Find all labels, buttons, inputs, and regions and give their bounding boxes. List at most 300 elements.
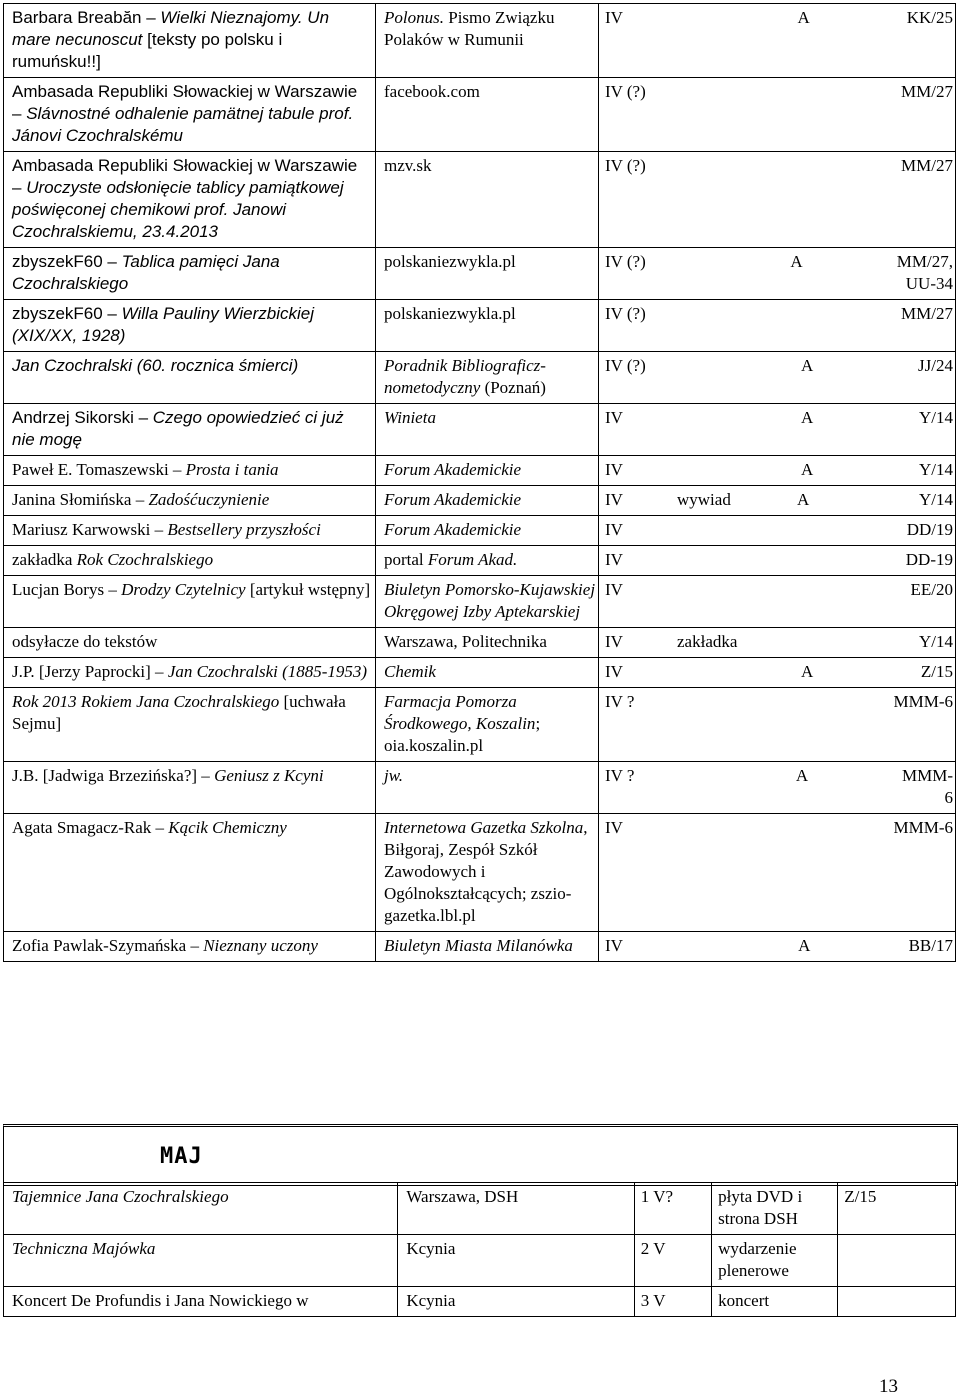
- cell-text: IV (?): [605, 356, 646, 375]
- text-fragment: J.B. [Jadwiga Brzezińska?] –: [12, 766, 215, 785]
- typecode-cell: [797, 81, 857, 103]
- source-cell: [376, 516, 599, 546]
- table-row: [4, 456, 956, 486]
- source-cell: [376, 4, 599, 78]
- cell-text: IV ?: [605, 766, 635, 785]
- type-cell: [673, 7, 850, 29]
- meta-row: [605, 519, 953, 541]
- text-fragment: Jan Czochralski (60. rocznica śmierci): [12, 356, 299, 375]
- kind-cell: [712, 1235, 838, 1287]
- cell-text: A: [798, 936, 811, 955]
- entry-title-cell: [4, 658, 376, 688]
- text-fragment: Warszawa, Politechnika: [384, 632, 547, 651]
- type-cell: [672, 765, 848, 809]
- text-fragment: Zadośćuczynienie: [148, 490, 270, 509]
- position-meta-cell: [599, 628, 956, 658]
- text-fragment: Farmacja Pomorza Środkowego, Koszalin: [384, 692, 536, 733]
- text-fragment: Winieta: [384, 408, 436, 427]
- type-cell: [677, 519, 797, 541]
- entry-title-cell: [4, 688, 376, 762]
- cell-text: A: [797, 8, 810, 27]
- text-fragment: Mariusz Karwowski –: [12, 520, 168, 539]
- cell-text: IV (?): [605, 82, 646, 101]
- table-row: [4, 1287, 956, 1317]
- type-cell: [677, 459, 857, 481]
- cell-text: MM/27: [901, 82, 953, 101]
- meta-row: [605, 817, 953, 839]
- cell-text: A: [801, 408, 814, 427]
- meta-row: [605, 935, 953, 957]
- cell-text: IV: [605, 408, 623, 427]
- position-meta-cell: [599, 486, 956, 516]
- entry-title-cell: [4, 1235, 398, 1287]
- table-row: [4, 516, 956, 546]
- type-cell: [677, 549, 797, 571]
- cell-text: A: [790, 252, 803, 271]
- text-fragment: Ambasada Republiki Słowackiej w Warszawie –: [12, 156, 358, 197]
- cell-text: IV (?): [605, 252, 646, 271]
- position-meta-cell: [599, 658, 956, 688]
- text-fragment: Geniusz z Kcyni: [214, 766, 324, 785]
- cell-text: Z/15: [844, 1187, 877, 1206]
- entry-title-cell: [4, 576, 376, 628]
- text-fragment: Forum Akad.: [427, 550, 518, 569]
- kind-cell: [712, 1183, 838, 1235]
- text-fragment: Uroczyste odsłonięcie tablicy pamiątkowej poświęconej chemikowi prof. Janowi Czochralskiemu, 23.4.2013: [12, 178, 344, 241]
- shelf-code-cell: [886, 251, 953, 295]
- entry-title-cell: [4, 404, 376, 456]
- cell-text: 1 V?: [640, 1187, 674, 1206]
- cell-text: MM/27, UU-34: [896, 252, 953, 293]
- type-cell: [666, 251, 837, 295]
- shelf-code-cell: [857, 155, 953, 177]
- typecode-cell: [797, 303, 857, 325]
- shelf-code-cell: [857, 519, 953, 541]
- type-cell: [677, 579, 797, 601]
- text-fragment: Czego opowiedzieć ci już nie mogę: [12, 408, 344, 449]
- table-row: [4, 814, 956, 932]
- text-fragment: , Biłgoraj, Zespół Szkół Zawodowych i Ogólnokształcących; zszio-gazetka.lbl.pl: [384, 818, 588, 925]
- source-cell: [376, 932, 599, 962]
- typecode-cell: [851, 7, 907, 29]
- cell-text: Kcynia: [406, 1239, 456, 1258]
- text-fragment: Janina Słomińska –: [12, 490, 149, 509]
- cell-text: koncert: [718, 1291, 770, 1310]
- type-cell: [677, 155, 797, 177]
- shelf-code-cell: [857, 631, 953, 653]
- text-fragment: zbyszekF60 –: [12, 304, 122, 323]
- table-row: [4, 78, 956, 152]
- table-row: [4, 688, 956, 762]
- text-fragment: Biuletyn Miasta Milanówka: [384, 936, 573, 955]
- text-fragment: Willa Pauliny Wierzbickiej (XIX/XX, 1928): [12, 304, 315, 345]
- cell-text: MMM-6: [893, 818, 953, 837]
- shelf-code-cell: [857, 303, 953, 325]
- text-fragment: Koncert De Profundis i Jana Nowickiego w: [12, 1291, 309, 1310]
- text-fragment: Paweł E. Tomaszewski –: [12, 460, 186, 479]
- text-fragment: [uchwała Sejmu]: [12, 692, 346, 733]
- type-cell: [674, 935, 852, 957]
- table-row: [4, 932, 956, 962]
- bibliography-table: [3, 3, 956, 962]
- month-heading: MAJ: [160, 1144, 203, 1169]
- issue-cell: [605, 519, 677, 541]
- typecode-cell: [797, 549, 857, 571]
- position-meta-cell: [599, 516, 956, 546]
- text-fragment: Ambasada Republiki Słowackiej w Warszawie –: [12, 82, 358, 123]
- type-cell: [677, 81, 797, 103]
- text-fragment: Rok Czochralskiego: [76, 550, 214, 569]
- meta-row: [605, 303, 953, 325]
- entry-title-cell: [4, 546, 376, 576]
- text-fragment: Polonus.: [384, 8, 444, 27]
- typecode-cell: [838, 251, 886, 295]
- entry-title-cell: [4, 78, 376, 152]
- source-cell: [376, 456, 599, 486]
- table-row: [4, 546, 956, 576]
- position-meta-cell: [599, 248, 956, 300]
- kind-cell: [712, 1287, 838, 1317]
- position-meta-cell: [599, 814, 956, 932]
- cell-text: A: [795, 766, 809, 785]
- shelf-code-cell: [917, 459, 953, 481]
- cell-text: IV: [605, 662, 623, 681]
- text-fragment: ; oia.koszalin.pl: [384, 714, 541, 755]
- text-fragment: mzv.sk: [384, 156, 432, 175]
- source-cell: [376, 546, 599, 576]
- text-fragment: Kącik Chemiczny: [168, 818, 287, 837]
- cell-text: Y/14: [919, 408, 953, 427]
- text-fragment: [artykuł wstępny]: [245, 580, 371, 599]
- meta-row: [605, 407, 953, 429]
- shelf-code-cell: [917, 661, 953, 683]
- table-row: [4, 404, 956, 456]
- text-fragment: portal: [384, 550, 428, 569]
- cell-text: MMM-6: [893, 692, 953, 711]
- cell-text: IV: [605, 818, 623, 837]
- source-cell: [376, 814, 599, 932]
- table-row: [4, 762, 956, 814]
- cell-text: IV: [605, 632, 623, 651]
- cell-text: A: [801, 460, 814, 479]
- issue-cell: [605, 691, 677, 713]
- position-meta-cell: [599, 456, 956, 486]
- issue-cell: [605, 155, 677, 177]
- cell-text: JJ/24: [918, 356, 953, 375]
- source-cell: [376, 658, 599, 688]
- date-cell: [634, 1235, 711, 1287]
- meta-row: [605, 81, 953, 103]
- entry-title-cell: [4, 486, 376, 516]
- cell-text: 3 V: [640, 1291, 666, 1310]
- typecode-cell: [852, 935, 909, 957]
- text-fragment: Forum Akademickie: [384, 460, 522, 479]
- text-fragment: Bestsellery przyszłości: [167, 520, 321, 539]
- text-fragment: Tajemnice Jana Czochralskiego: [12, 1187, 229, 1206]
- entry-title-cell: [4, 152, 376, 248]
- place-cell: [398, 1287, 634, 1317]
- cell-text: wywiad: [677, 490, 731, 509]
- text-fragment: (Poznań): [480, 378, 546, 397]
- table-row: [4, 152, 956, 248]
- position-meta-cell: [599, 352, 956, 404]
- text-fragment: Techniczna Majówka: [12, 1239, 156, 1258]
- type-cell: [677, 631, 797, 653]
- table-row: [4, 576, 956, 628]
- type-cell: [677, 817, 797, 839]
- cell-text: A: [801, 356, 814, 375]
- cell-text: Y/14: [919, 460, 953, 479]
- cell-text: Y/14: [919, 632, 953, 651]
- table-row: [4, 352, 956, 404]
- cell-text: MM/27: [901, 304, 953, 323]
- text-fragment: facebook.com: [384, 82, 480, 101]
- position-meta-cell: [599, 932, 956, 962]
- cell-text: IV: [605, 580, 623, 599]
- position-meta-cell: [599, 4, 956, 78]
- text-fragment: Forum Akademickie: [384, 520, 522, 539]
- type-cell: [677, 407, 857, 429]
- cell-text: IV ?: [605, 692, 635, 711]
- issue-cell: [605, 489, 677, 511]
- issue-cell: [605, 661, 677, 683]
- typecode-cell: [797, 489, 857, 511]
- cell-text: 2 V: [640, 1239, 666, 1258]
- issue-cell: [605, 407, 677, 429]
- typecode-cell: [857, 355, 917, 377]
- may-events-table: [3, 1182, 956, 1317]
- place-cell: [398, 1235, 634, 1287]
- type-cell: [677, 691, 797, 713]
- cell-text: KK/25: [906, 8, 953, 27]
- source-cell: [376, 78, 599, 152]
- month-section-header: [3, 1124, 958, 1186]
- entry-title-cell: [4, 628, 376, 658]
- cell-text: MMM-6: [901, 766, 953, 807]
- cell-text: wydarzenie plenerowe: [718, 1239, 797, 1280]
- source-cell: [376, 486, 599, 516]
- shelf-code-cell: [857, 549, 953, 571]
- cell-text: BB/17: [908, 936, 953, 955]
- table-row: [4, 248, 956, 300]
- type-cell: [677, 661, 857, 683]
- cell-text: IV: [605, 936, 623, 955]
- meta-row: [605, 155, 953, 177]
- cell-text: IV: [605, 460, 623, 479]
- text-fragment: jw.: [384, 766, 404, 785]
- table-row: [4, 628, 956, 658]
- text-fragment: Internetowa Gazetka Szkolna: [384, 818, 584, 837]
- shelf-code-cell: [838, 1287, 956, 1317]
- entry-title-cell: [4, 1287, 398, 1317]
- text-fragment: Poradnik Bibliograficz-nometodyczny: [384, 356, 546, 397]
- entry-title-cell: [4, 932, 376, 962]
- text-fragment: Barbara Breabăn –: [12, 8, 161, 27]
- cell-text: Kcynia: [406, 1291, 456, 1310]
- typecode-cell: [797, 691, 857, 713]
- text-fragment: Biuletyn Pomorsko-Kujawskiej Okręgowej Izby Aptekarskiej: [384, 580, 596, 621]
- type-cell: [677, 303, 797, 325]
- shelf-code-cell: [857, 81, 953, 103]
- cell-text: IV: [605, 8, 623, 27]
- cell-text: A: [797, 490, 810, 509]
- shelf-code-cell: [907, 7, 953, 29]
- place-cell: [398, 1183, 634, 1235]
- entry-title-cell: [4, 516, 376, 546]
- table-row: [4, 4, 956, 78]
- cell-text: płyta DVD i strona DSH: [718, 1187, 803, 1228]
- shelf-code-cell: [902, 765, 953, 809]
- text-fragment: zbyszekF60 –: [12, 252, 122, 271]
- entry-title-cell: [4, 300, 376, 352]
- meta-row: [605, 549, 953, 571]
- issue-cell: [605, 7, 673, 29]
- shelf-code-cell: [917, 355, 953, 377]
- source-cell: [376, 404, 599, 456]
- typecode-cell: [857, 459, 917, 481]
- typecode-cell: [797, 579, 857, 601]
- entry-title-cell: [4, 248, 376, 300]
- cell-text: IV: [605, 520, 623, 539]
- typecode-cell: [857, 661, 917, 683]
- position-meta-cell: [599, 576, 956, 628]
- issue-cell: [605, 251, 666, 295]
- type-cell: [677, 355, 857, 377]
- typecode-cell: [797, 519, 857, 541]
- typecode-cell: [797, 155, 857, 177]
- meta-row: [605, 579, 953, 601]
- issue-cell: [605, 631, 677, 653]
- issue-cell: [605, 765, 672, 809]
- position-meta-cell: [599, 78, 956, 152]
- typecode-cell: [848, 765, 902, 809]
- source-cell: [376, 352, 599, 404]
- text-fragment: [teksty po polsku i rumuńsku!!]: [12, 30, 283, 71]
- text-fragment: Wielki Nieznajomy. Un mare necunoscut: [12, 8, 330, 49]
- text-fragment: Lucjan Borys –: [12, 580, 122, 599]
- entry-title-cell: [4, 762, 376, 814]
- cell-text: IV (?): [605, 156, 646, 175]
- cell-text: Y/14: [919, 490, 953, 509]
- cell-text: IV (?): [605, 304, 646, 323]
- cell-text: IV: [605, 550, 623, 569]
- text-fragment: Pismo Związku Polaków w Rumunii: [384, 8, 555, 49]
- cell-text: EE/20: [910, 580, 953, 599]
- issue-cell: [605, 355, 677, 377]
- issue-cell: [605, 459, 677, 481]
- text-fragment: Nieznany uczony: [203, 936, 318, 955]
- shelf-code-cell: [909, 935, 953, 957]
- shelf-code-cell: [857, 817, 953, 839]
- text-fragment: Drodzy Czytelnicy: [121, 580, 246, 599]
- text-fragment: odsyłacze do tekstów: [12, 632, 158, 651]
- entry-title-cell: [4, 4, 376, 78]
- meta-row: [605, 459, 953, 481]
- meta-row: [605, 765, 953, 809]
- shelf-code-cell: [857, 691, 953, 713]
- typecode-cell: [797, 817, 857, 839]
- meta-row: [605, 355, 953, 377]
- text-fragment: Slávnostné odhalenie pamätnej tabule prof. Jánovi Czochralskému: [12, 104, 354, 145]
- meta-row: [605, 691, 953, 713]
- entry-title-cell: [4, 1183, 398, 1235]
- cell-text: IV: [605, 490, 623, 509]
- issue-cell: [605, 303, 677, 325]
- entry-title-cell: [4, 456, 376, 486]
- cell-text: Warszawa, DSH: [406, 1187, 519, 1206]
- table-row: [4, 300, 956, 352]
- type-cell: [677, 489, 797, 511]
- meta-row: [605, 251, 953, 295]
- text-fragment: Jan Czochralski (1885-1953): [167, 662, 368, 681]
- text-fragment: Andrzej Sikorski –: [12, 408, 153, 427]
- cell-text: Z/15: [920, 662, 953, 681]
- meta-row: [605, 489, 953, 511]
- source-cell: [376, 762, 599, 814]
- cell-text: A: [801, 662, 814, 681]
- source-cell: [376, 300, 599, 352]
- date-cell: [634, 1287, 711, 1317]
- source-cell: [376, 576, 599, 628]
- position-meta-cell: [599, 300, 956, 352]
- text-fragment: Chemik: [384, 662, 436, 681]
- table-row: [4, 1235, 956, 1287]
- text-fragment: Agata Smagacz-Rak –: [12, 818, 169, 837]
- source-cell: [376, 688, 599, 762]
- meta-row: [605, 661, 953, 683]
- meta-row: [605, 7, 953, 29]
- source-cell: [376, 248, 599, 300]
- meta-row: [605, 631, 953, 653]
- position-meta-cell: [599, 152, 956, 248]
- source-cell: [376, 152, 599, 248]
- issue-cell: [605, 549, 677, 571]
- shelf-code-cell: [917, 407, 953, 429]
- text-fragment: polskaniezwykla.pl: [384, 304, 516, 323]
- text-fragment: Forum Akademickie: [384, 490, 522, 509]
- shelf-code-cell: [857, 579, 953, 601]
- issue-cell: [605, 81, 677, 103]
- position-meta-cell: [599, 546, 956, 576]
- date-cell: [634, 1183, 711, 1235]
- text-fragment: zakładka: [12, 550, 77, 569]
- cell-text: MM/27: [901, 156, 953, 175]
- page-number: 13: [879, 1376, 898, 1397]
- text-fragment: Rok 2013 Rokiem Jana Czochralskiego: [12, 692, 280, 711]
- table-row: [4, 658, 956, 688]
- shelf-code-cell: [838, 1235, 956, 1287]
- issue-cell: [605, 935, 674, 957]
- entry-title-cell: [4, 352, 376, 404]
- cell-text: DD/19: [906, 520, 953, 539]
- text-fragment: polskaniezwykla.pl: [384, 252, 516, 271]
- source-cell: [376, 628, 599, 658]
- position-meta-cell: [599, 762, 956, 814]
- typecode-cell: [797, 631, 857, 653]
- table-row: [4, 486, 956, 516]
- text-fragment: Tablica pamięci Jana Czochralskiego: [12, 252, 280, 293]
- entry-title-cell: [4, 814, 376, 932]
- shelf-code-cell: [838, 1183, 956, 1235]
- cell-text: zakładka: [677, 632, 738, 651]
- text-fragment: Zofia Pawlak-Szymańska –: [12, 936, 204, 955]
- typecode-cell: [857, 407, 917, 429]
- shelf-code-cell: [857, 489, 953, 511]
- issue-cell: [605, 579, 677, 601]
- position-meta-cell: [599, 404, 956, 456]
- text-fragment: J.P. [Jerzy Paprocki] –: [12, 662, 168, 681]
- issue-cell: [605, 817, 677, 839]
